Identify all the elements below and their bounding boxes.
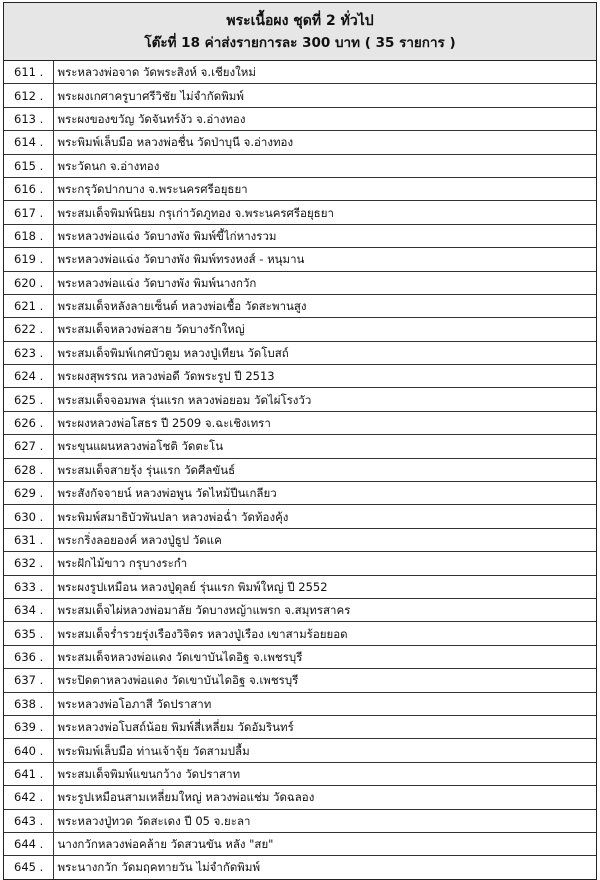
item-number: 642 . (4, 786, 53, 809)
item-name: พระหลวงพ่อแฉ่ง วัดบางพัง พิมพ์ขี้ไก่หางรวม (53, 224, 596, 247)
item-number: 633 . (4, 575, 53, 598)
item-number: 630 . (4, 505, 53, 528)
table-row (4, 107, 596, 130)
table-row (4, 622, 596, 645)
table-row (4, 762, 596, 785)
item-name: พระสมเด็จพิมพ์นิยม กรุเก่าวัดภูทอง จ.พระนครศรีอยุธยา (53, 201, 596, 224)
item-name: นางกวักหลวงพ่อคล้าย วัดสวนขัน หลัง "สย" (53, 832, 596, 855)
item-number: 634 . (4, 598, 53, 621)
item-number: 640 . (4, 739, 53, 762)
page-title: พระเนื้อผง ชุดที่ 2 ทั่วไป (226, 12, 374, 29)
item-number: 644 . (4, 832, 53, 855)
item-number: 636 . (4, 645, 53, 668)
item-number: 620 . (4, 271, 53, 294)
table-row (4, 552, 596, 575)
item-number: 645 . (4, 856, 53, 879)
table-row (4, 575, 596, 598)
item-name: พระสมเด็จหลวงพ่อสาย วัดบางรักใหญ่ (53, 318, 596, 341)
item-number: 639 . (4, 715, 53, 738)
item-name: พระผงรูปเหมือน หลวงปู่ดุลย์ รุ่นแรก พิมพ์ใหญ่ ปี 2552 (53, 575, 596, 598)
table-row (4, 84, 596, 107)
table-row (4, 154, 596, 177)
table-row (4, 528, 596, 551)
item-name: พระสังกัจจายน์ หลวงพ่อพูน วัดไหม้ปีนเกลียว (53, 482, 596, 505)
item-number: 617 . (4, 201, 53, 224)
document-header (4, 3, 596, 61)
item-name: พระสมเด็จร่ำรวยรุ่งเรืองวิจิตร หลวงปู่เรือง เขาสามร้อยยอด (53, 622, 596, 645)
item-name: พระพิมพ์สมาธิบัวพันปลา หลวงพ่อฉ่ำ วัดท้องคุ้ง (53, 505, 596, 528)
item-number: 619 . (4, 248, 53, 271)
item-name: พระฝักไม้ขาว กรุบางระกำ (53, 552, 596, 575)
item-number: 623 . (4, 341, 53, 364)
item-number: 618 . (4, 224, 53, 247)
item-name: พระผงหลวงพ่อโสธร ปี 2509 จ.ฉะเชิงเทรา (53, 411, 596, 434)
item-number: 625 . (4, 388, 53, 411)
table-row (4, 832, 596, 855)
item-number: 631 . (4, 528, 53, 551)
table-row (4, 435, 596, 458)
table-row (4, 645, 596, 668)
table-row (4, 365, 596, 388)
item-name: พระหลวงพ่อโบสถ์น้อย พิมพ์สี่เหลี่ยม วัดอัมรินทร์ (53, 715, 596, 738)
item-name: พระสมเด็จหลังลายเซ็นต์ หลวงพ่อเชื้อ วัดสะพานสูง (53, 294, 596, 317)
item-number: 626 . (4, 411, 53, 434)
item-number: 638 . (4, 692, 53, 715)
item-name: พระพิมพ์เล็บมือ หลวงพ่อชื่น วัดป่าบุนี จ.อ่างทอง (53, 131, 596, 154)
item-name: พระวัดนก จ.อ่างทอง (53, 154, 596, 177)
item-number: 641 . (4, 762, 53, 785)
table-row (4, 669, 596, 692)
table-row (4, 271, 596, 294)
table-row (4, 692, 596, 715)
item-number: 628 . (4, 458, 53, 481)
page-subtitle: โต๊ะที่ 18 ค่าส่งรายการละ 300 บาท ( 35 รายการ ) (144, 34, 456, 51)
item-name: พระรูปเหมือนสามเหลี่ยมใหญ่ หลวงพ่อแช่ม วัดฉลอง (53, 786, 596, 809)
item-number: 637 . (4, 669, 53, 692)
table-row (4, 458, 596, 481)
item-name: พระหลวงพ่อโอภาสี วัดปราสาท (53, 692, 596, 715)
table-row (4, 341, 596, 364)
table-row (4, 856, 596, 879)
item-number: 614 . (4, 131, 53, 154)
table-row (4, 294, 596, 317)
item-name: พระกรุวัดปากบาง จ.พระนครศรีอยุธยา (53, 177, 596, 200)
item-name: พระหลวงพ่อแฉ่ง วัดบางพัง พิมพ์นางกวัก (53, 271, 596, 294)
table-row (4, 388, 596, 411)
item-name: พระสมเด็จพิมพ์แขนกว้าง วัดปราสาท (53, 762, 596, 785)
item-number: 613 . (4, 107, 53, 130)
item-name: พระผงของขวัญ วัดจันทร์งัว จ.อ่างทอง (53, 107, 596, 130)
table-row (4, 809, 596, 832)
item-name: พระหลวงพ่อแฉ่ง วัดบางพัง พิมพ์ทรงหงส์ - หนุมาน (53, 248, 596, 271)
item-name: พระสมเด็จพิมพ์เกศบัวตูม หลวงปู่เทียน วัดโบสถ์ (53, 341, 596, 364)
item-name: พระสมเด็จไผ่หลวงพ่อมาลัย วัดบางหญ้าแพรก จ.สมุทรสาคร (53, 598, 596, 621)
table-row (4, 505, 596, 528)
table-row (4, 224, 596, 247)
item-number: 616 . (4, 177, 53, 200)
item-number: 643 . (4, 809, 53, 832)
table-row (4, 177, 596, 200)
item-name: พระสมเด็จหลวงพ่อแดง วัดเขาบันไดอิฐ จ.เพชรบุรี (53, 645, 596, 668)
table-row (4, 411, 596, 434)
item-number: 612 . (4, 84, 53, 107)
table-row (4, 715, 596, 738)
table-row (4, 598, 596, 621)
item-number: 621 . (4, 294, 53, 317)
item-name: พระขุนแผนหลวงพ่อโชติ วัดตะโน (53, 435, 596, 458)
amulet-list-table (4, 61, 596, 879)
item-number: 615 . (4, 154, 53, 177)
table-row (4, 739, 596, 762)
table-row (4, 248, 596, 271)
item-number: 622 . (4, 318, 53, 341)
item-name: พระสมเด็จสายรุ้ง รุ่นแรก วัดศีลขันธ์ (53, 458, 596, 481)
item-name: พระกริ่งลอยองค์ หลวงปู่ธูป วัดแค (53, 528, 596, 551)
item-name: พระหลวงปู่ทวด วัดสะเดง ปี 05 จ.ยะลา (53, 809, 596, 832)
item-name: พระพิมพ์เล็บมือ ท่านเจ้าจุ้ย วัดสามปลื้ม (53, 739, 596, 762)
table-row (4, 786, 596, 809)
item-name: พระผงเกศาครูบาศรีวิชัย ไม่จำกัดพิมพ์ (53, 84, 596, 107)
item-number: 635 . (4, 622, 53, 645)
item-number: 611 . (4, 61, 53, 84)
item-number: 632 . (4, 552, 53, 575)
item-name: พระผงสุพรรณ หลวงพ่อดี วัดพระรูป ปี 2513 (53, 365, 596, 388)
item-name: พระหลวงพ่อจาด วัดพระสิงห์ จ.เชียงใหม่ (53, 61, 596, 84)
table-row (4, 201, 596, 224)
table-row (4, 482, 596, 505)
amulet-list-body (4, 61, 596, 879)
item-name: พระปิดตาหลวงพ่อแดง วัดเขาบันไดอิฐ จ.เพชรบุรี (53, 669, 596, 692)
item-number: 627 . (4, 435, 53, 458)
table-row (4, 131, 596, 154)
item-number: 629 . (4, 482, 53, 505)
item-number: 624 . (4, 365, 53, 388)
item-name: พระสมเด็จจอมพล รุ่นแรก หลวงพ่อยอม วัดไผ่โรงวัว (53, 388, 596, 411)
document-sheet (3, 2, 597, 880)
item-name: พระนางกวัก วัดมฤคทายวัน ไม่จำกัดพิมพ์ (57, 860, 261, 875)
table-row (4, 61, 596, 84)
table-row (4, 318, 596, 341)
